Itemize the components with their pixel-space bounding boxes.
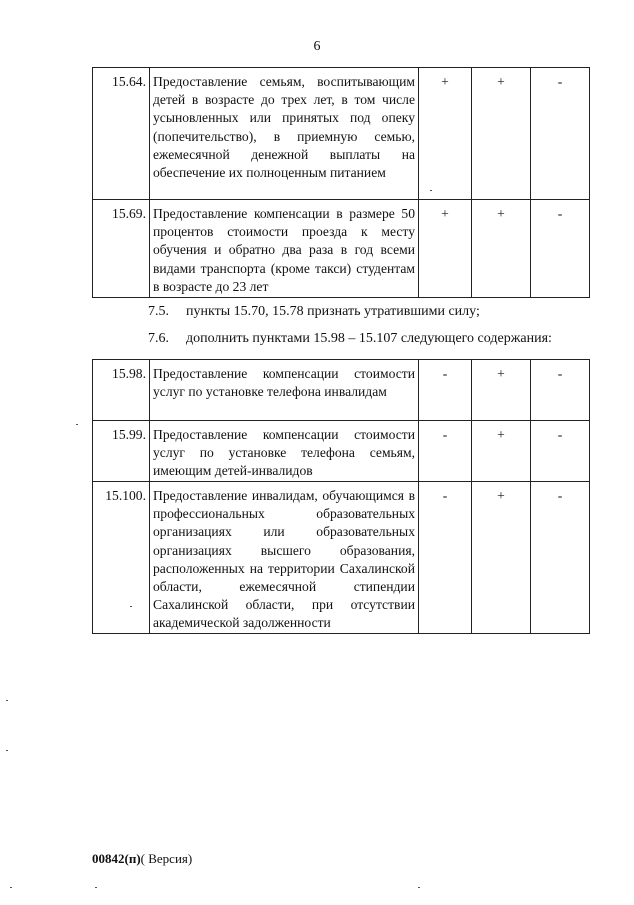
benefits-table-top: [92, 67, 590, 298]
paragraph-text: дополнить пунктами 15.98 – 15.107 следующего содержания:: [186, 331, 552, 346]
document-code-number: 00842(п): [92, 851, 141, 866]
table-row: [93, 68, 590, 200]
page-number: 6: [313, 39, 321, 54]
scan-speck: [6, 750, 8, 751]
scan-speck: [95, 887, 97, 888]
benefits-table-bottom: [92, 359, 590, 634]
paragraph-text: пункты 15.70, 15.78 признать утратившими силу;: [186, 304, 480, 319]
mark-cell: -: [531, 421, 590, 482]
scan-speck: [430, 190, 432, 191]
table-row: [93, 482, 590, 634]
mark-cell: -: [531, 482, 590, 634]
document-code-suffix: ( Версия): [140, 851, 193, 866]
paragraph-number: 7.6.: [148, 331, 169, 346]
item-description: Предоставление семьям, воспитывающим детей в возрасте до трех лет, в том числе усыновленных или принятых под опеку (попечительство), в приемную семью, ежемесячной денежной выплаты на обеспечение их полноценным питанием: [150, 68, 419, 200]
item-description: Предоставление компенсации стоимости услуг по установке телефона семьям, имеющим детей-инвалидов: [150, 421, 419, 482]
mark-cell: -: [419, 482, 472, 634]
scan-speck: [418, 887, 420, 888]
mark-cell: +: [419, 200, 472, 298]
mark-cell: -: [531, 68, 590, 200]
table-row: [93, 200, 590, 298]
item-number: 15.69.: [93, 200, 150, 298]
table-row: [93, 421, 590, 482]
scan-speck: [10, 887, 12, 888]
mark-cell: -: [419, 360, 472, 421]
mark-cell: +: [472, 360, 531, 421]
mark-cell: -: [531, 360, 590, 421]
document-code: [92, 851, 192, 867]
mark-cell: -: [419, 421, 472, 482]
mark-cell: +: [472, 482, 531, 634]
scan-speck: [6, 700, 8, 701]
item-number: 15.99.: [93, 421, 150, 482]
paragraph-number: 7.5.: [148, 304, 169, 319]
item-number: 15.64.: [93, 68, 150, 200]
item-description: Предоставление инвалидам, обучающимся в профессиональных образовательных организациях или образовательных организациях высшего образования, расположенных на территории Сахалинской области, ежемесячной стипендии Сахалинской области, при отсутствии академической задолженности: [150, 482, 419, 634]
table-row: [93, 360, 590, 421]
scan-speck: [130, 606, 132, 607]
scan-speck: [76, 424, 78, 425]
paragraph-7-5: [148, 304, 480, 320]
mark-cell: -: [531, 200, 590, 298]
mark-cell: +: [472, 421, 531, 482]
mark-cell: +: [472, 68, 531, 200]
item-number: 15.98.: [93, 360, 150, 421]
mark-cell: +: [419, 68, 472, 200]
mark-cell: +: [472, 200, 531, 298]
item-description: Предоставление компенсации стоимости услуг по установке телефона инвалидам: [150, 360, 419, 421]
paragraph-7-6: [148, 331, 552, 347]
item-description: Предоставление компенсации в размере 50 процентов стоимости проезда к месту обучения и обратно два раза в год всеми видами транспорта (кроме такси) студентам в возрасте до 23 лет: [150, 200, 419, 298]
item-number: 15.100.: [93, 482, 150, 634]
